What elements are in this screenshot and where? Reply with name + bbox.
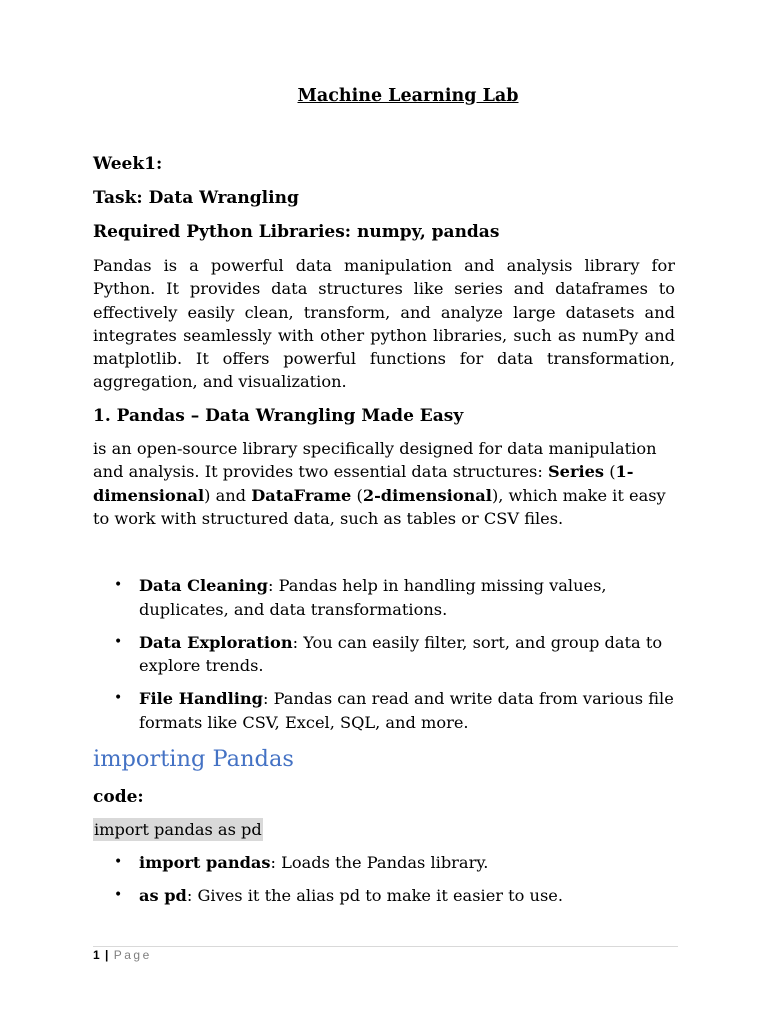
bullet-icon: •: [114, 577, 123, 593]
dataframe-term: DataFrame: [251, 485, 352, 505]
list-item: • Data Cleaning: Pandas help in handling missing values, duplicates, and data transformations.: [114, 576, 607, 619]
week-heading: Week1:: [93, 154, 163, 174]
bullet-icon: •: [114, 633, 123, 650]
series-term: Series: [547, 462, 605, 482]
footer-divider: [93, 946, 678, 947]
bullet-icon: •: [114, 690, 123, 706]
list-item: • as pd: Gives it the alias pd to make it easier to use.: [93, 884, 675, 908]
page-footer: [93, 948, 152, 962]
features-list: [93, 574, 675, 744]
page-label: Page: [113, 948, 152, 962]
document-title: Machine Learning Lab: [297, 86, 519, 106]
libraries-heading: Required Python Libraries: numpy, pandas: [93, 222, 500, 242]
list-item: • import pandas: Loads the Pandas library.: [93, 851, 675, 875]
section1-heading: 1. Pandas – Data Wrangling Made Easy: [93, 406, 464, 426]
one-dim-term: 1-dimensional: [93, 462, 634, 505]
code-label: code:: [93, 787, 144, 807]
two-dim-term: 2-dimensional: [362, 485, 492, 505]
page-number: 1: [93, 948, 101, 962]
import-notes-list: [93, 851, 675, 917]
list-item: • Data Exploration: You can easily filter, sort, and group data to explore trends.: [114, 632, 663, 675]
task-heading: Task: Data Wrangling: [93, 188, 299, 208]
list-item: • File Handling: Pandas can read and write data from various file formats like CSV, Excel, SQL, and more.: [114, 689, 674, 732]
code-snippet: import pandas as pd: [94, 820, 262, 839]
import-section-heading: importing Pandas: [93, 746, 294, 772]
bullet-icon: •: [114, 887, 123, 903]
footer-separator: |: [100, 948, 114, 962]
section1-paragraph: is an open-source library specifically designed for data manipulation and analysis. It provides two essential data structures: Series (1-dimensional) and DataFrame (2-dimensional), which make it easy to work with structured data, such as tables or CSV files.: [93, 439, 666, 528]
intro-paragraph: Pandas is a powerful data manipulation and analysis library for Python. It provides data structures like series and dataframes to effectively easily clean, transform, and analyze large datasets and integrates seamlessly with other python libraries, such as numPy and matplotlib. It offers powerful functions for data transformation, aggregation, and visualization.: [93, 256, 675, 392]
bullet-icon: •: [114, 854, 123, 870]
